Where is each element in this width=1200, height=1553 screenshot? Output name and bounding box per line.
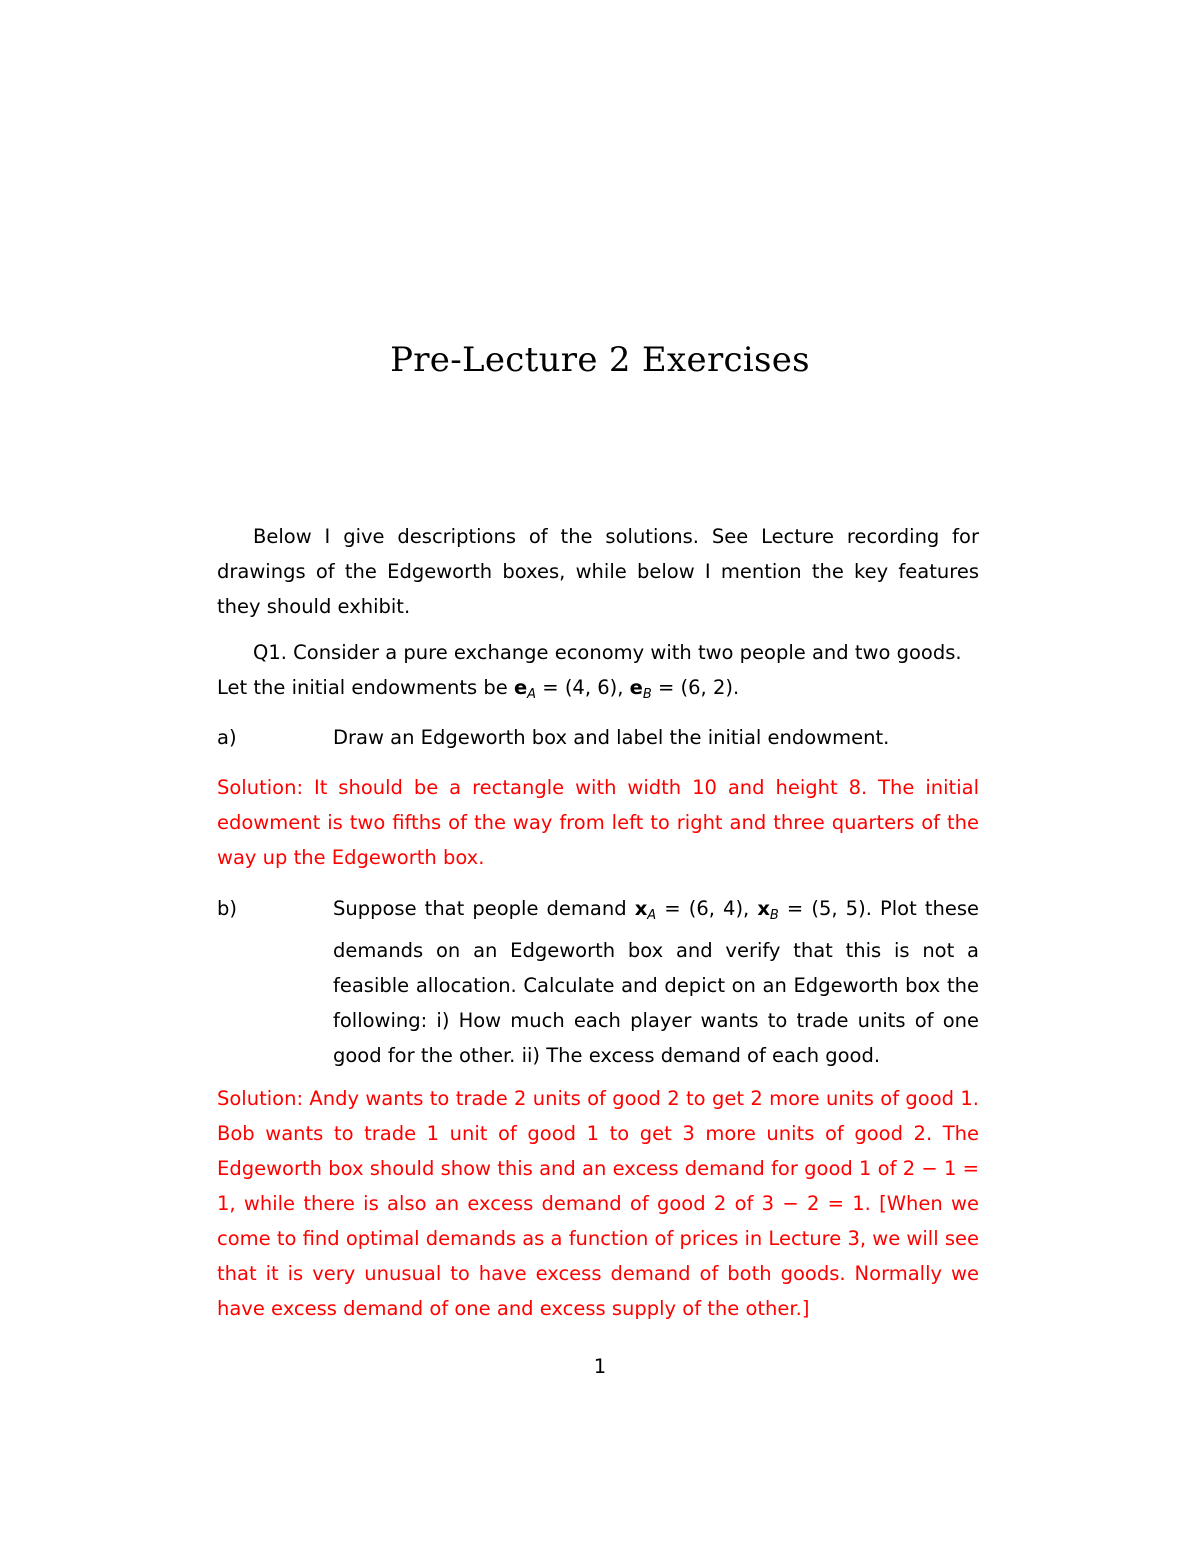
- demand-rest: Plot these demands on an Edgeworth box and verify that this is not a feasible allocation. Calculate and depict on an Edgeworth box the following: i) How much each player wants to trade units of one good for the other. ii) The excess demand of each good.: [333, 897, 979, 1067]
- part-a-solution: Solution: It should be a rectangle with width 10 and height 8. The initial edowment is two fifths of the way from left to right and three quarters of the way up the Edgeworth box.: [217, 776, 979, 869]
- intro-paragraph: Below I give descriptions of the solutions. See Lecture recording for drawings of the Edgeworth boxes, while below I mention the key features they should exhibit.: [217, 525, 979, 618]
- demand-b-subscript: B: [769, 908, 779, 923]
- question-1-line-1: Q1. Consider a pure exchange economy with two people and two goods.: [253, 641, 962, 664]
- part-b-solution: Solution: Andy wants to trade 2 units of good 2 to get 2 more units of good 1. Bob wants to trade 1 unit of good 1 to get 3 more units of good 2. The Edgeworth box should show this and an excess demand for good 1 of 2 − 1 = 1, while there is also an excess demand of good 2 of 3 − 2 = 1. [When we come to find optimal demands as a function of prices in Lecture 3, we will see that it is very unusual to have excess demand of both goods. Normally we have excess demand of one and excess supply of the other.]: [217, 1087, 979, 1320]
- demand-a-value: = (6, 4),: [656, 897, 758, 920]
- endowment-b-symbol: e: [629, 676, 643, 699]
- question-1: [217, 635, 979, 712]
- endowment-a-symbol: e: [513, 676, 528, 699]
- part-b-text: [333, 891, 979, 1073]
- endowment-b-value: = (6, 2).: [651, 676, 740, 699]
- demand-b-symbol: x: [757, 897, 770, 920]
- demand-a-subscript: A: [647, 908, 657, 923]
- page-title: Pre-Lecture 2 Exercises: [390, 340, 810, 380]
- demand-a-symbol: x: [634, 897, 648, 920]
- endowment-prefix: Let the initial endowments be: [217, 676, 514, 699]
- part-b-label: b): [217, 897, 237, 920]
- demand-prefix: Suppose that people demand: [333, 897, 635, 920]
- endowment-a-value: = (4, 6),: [536, 676, 630, 699]
- question-1-line-2: [217, 670, 979, 712]
- endowment-b-subscript: B: [642, 687, 652, 702]
- page-number: 1: [593, 1355, 607, 1378]
- demand-b-value: = (5, 5).: [778, 897, 872, 920]
- part-a-text: Draw an Edgeworth box and label the initial endowment.: [333, 726, 890, 749]
- part-a-label: a): [217, 726, 237, 749]
- endowment-a-subscript: A: [527, 687, 537, 702]
